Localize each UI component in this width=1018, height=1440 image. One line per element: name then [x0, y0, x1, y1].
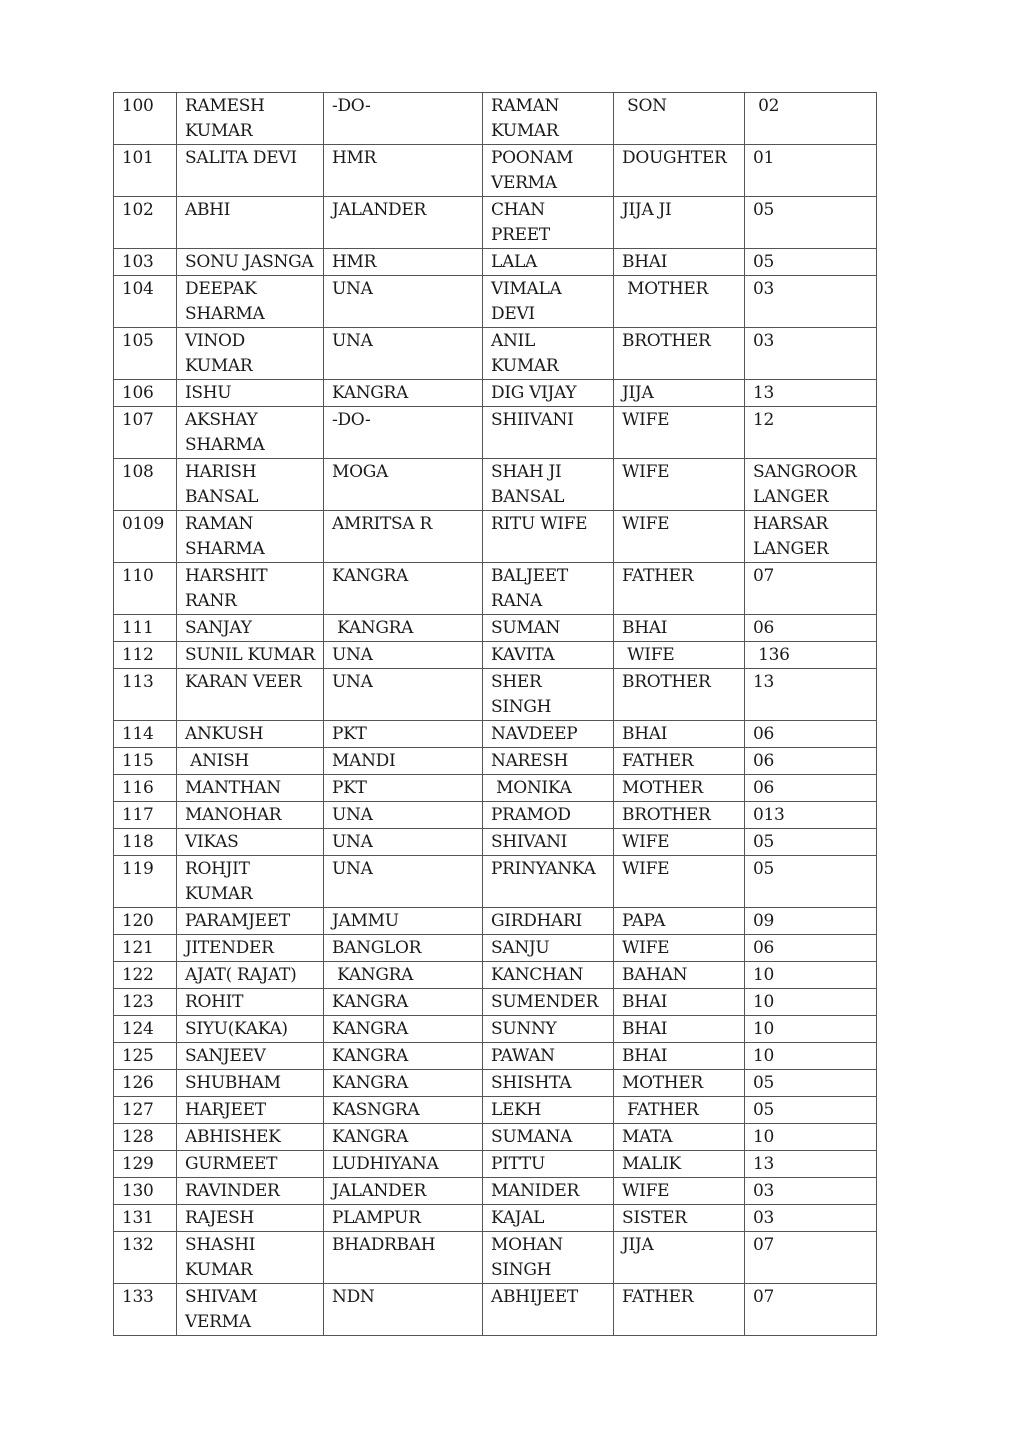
table-row [114, 511, 877, 563]
serial-no-cell: 103 [114, 249, 177, 276]
relation-cell: JIJA [614, 1232, 745, 1284]
relative-name-cell: LEKH [483, 1097, 614, 1124]
relative-name-cell: SUNNY [483, 1016, 614, 1043]
table-row [114, 563, 877, 615]
place-cell: JAMMU [324, 908, 483, 935]
count-cell: 013 [745, 802, 877, 829]
relative-name-cell: SANJU [483, 935, 614, 962]
place-cell: JALANDER [324, 1178, 483, 1205]
count-cell: 06 [745, 615, 877, 642]
relative-name-cell: PRINYANKA [483, 856, 614, 908]
relative-name-cell: CHAN PREET [483, 197, 614, 249]
place-cell: PLAMPUR [324, 1205, 483, 1232]
relative-name-cell: SHAH JI BANSAL [483, 459, 614, 511]
serial-no-cell: 110 [114, 563, 177, 615]
table-row [114, 1097, 877, 1124]
relation-cell: BROTHER [614, 328, 745, 380]
name-cell: AJAT( RAJAT) [177, 962, 324, 989]
table-row [114, 197, 877, 249]
table-row [114, 615, 877, 642]
serial-no-cell: 120 [114, 908, 177, 935]
place-cell: JALANDER [324, 197, 483, 249]
name-cell: RAMAN SHARMA [177, 511, 324, 563]
serial-no-cell: 133 [114, 1284, 177, 1336]
table-row [114, 748, 877, 775]
name-cell: RAJESH [177, 1205, 324, 1232]
place-cell: KANGRA [324, 615, 483, 642]
name-cell: VIKAS [177, 829, 324, 856]
place-cell: HMR [324, 249, 483, 276]
place-cell: KANGRA [324, 989, 483, 1016]
count-cell: 06 [745, 775, 877, 802]
place-cell: KANGRA [324, 1016, 483, 1043]
relation-cell: MOTHER [614, 276, 745, 328]
place-cell: -DO- [324, 407, 483, 459]
relation-cell: SON [614, 93, 745, 145]
relative-name-cell: SHIVANI [483, 829, 614, 856]
count-cell: 03 [745, 1205, 877, 1232]
serial-no-cell: 121 [114, 935, 177, 962]
place-cell: UNA [324, 829, 483, 856]
relation-cell: WIFE [614, 1178, 745, 1205]
name-cell: AKSHAY SHARMA [177, 407, 324, 459]
count-cell: 05 [745, 1070, 877, 1097]
count-cell: 13 [745, 380, 877, 407]
table-row [114, 856, 877, 908]
table-row [114, 1070, 877, 1097]
place-cell: KANGRA [324, 380, 483, 407]
count-cell: 10 [745, 1016, 877, 1043]
name-cell: GURMEET [177, 1151, 324, 1178]
name-cell: SANJEEV [177, 1043, 324, 1070]
name-cell: SONU JASNGA [177, 249, 324, 276]
table-row [114, 669, 877, 721]
place-cell: BANGLOR [324, 935, 483, 962]
relative-name-cell: ANIL KUMAR [483, 328, 614, 380]
relative-name-cell: KAJAL [483, 1205, 614, 1232]
count-cell: SANGROOR LANGER [745, 459, 877, 511]
name-cell: VINOD KUMAR [177, 328, 324, 380]
place-cell: HMR [324, 145, 483, 197]
table-row [114, 775, 877, 802]
count-cell: 05 [745, 856, 877, 908]
relation-cell: WIFE [614, 856, 745, 908]
serial-no-cell: 126 [114, 1070, 177, 1097]
relation-cell: BHAI [614, 989, 745, 1016]
relation-cell: MATA [614, 1124, 745, 1151]
serial-no-cell: 119 [114, 856, 177, 908]
place-cell: UNA [324, 642, 483, 669]
count-cell: 06 [745, 935, 877, 962]
relation-cell: WIFE [614, 829, 745, 856]
name-cell: SHASHI KUMAR [177, 1232, 324, 1284]
count-cell: 07 [745, 1232, 877, 1284]
serial-no-cell: 113 [114, 669, 177, 721]
relative-name-cell: PRAMOD [483, 802, 614, 829]
relation-cell: DOUGHTER [614, 145, 745, 197]
place-cell: KANGRA [324, 1070, 483, 1097]
name-cell: MANTHAN [177, 775, 324, 802]
relation-cell: BAHAN [614, 962, 745, 989]
count-cell: 10 [745, 962, 877, 989]
table-row [114, 642, 877, 669]
place-cell: KASNGRA [324, 1097, 483, 1124]
count-cell: 02 [745, 93, 877, 145]
count-cell: 01 [745, 145, 877, 197]
table-row [114, 407, 877, 459]
name-cell: ROHJIT KUMAR [177, 856, 324, 908]
relation-cell: BHAI [614, 1043, 745, 1070]
serial-no-cell: 124 [114, 1016, 177, 1043]
serial-no-cell: 105 [114, 328, 177, 380]
relative-name-cell: MOHAN SINGH [483, 1232, 614, 1284]
relation-cell: MALIK [614, 1151, 745, 1178]
table-row [114, 802, 877, 829]
count-cell: HARSAR LANGER [745, 511, 877, 563]
table-row [114, 276, 877, 328]
count-cell: 05 [745, 829, 877, 856]
relative-name-cell: NARESH [483, 748, 614, 775]
table-row [114, 459, 877, 511]
relative-name-cell: KAVITA [483, 642, 614, 669]
relation-cell: SISTER [614, 1205, 745, 1232]
relation-cell: BHAI [614, 249, 745, 276]
count-cell: 05 [745, 249, 877, 276]
relative-name-cell: PAWAN [483, 1043, 614, 1070]
place-cell: KANGRA [324, 563, 483, 615]
name-cell: ISHU [177, 380, 324, 407]
name-cell: RAVINDER [177, 1178, 324, 1205]
count-cell: 05 [745, 197, 877, 249]
relative-name-cell: SHER SINGH [483, 669, 614, 721]
name-cell: ANISH [177, 748, 324, 775]
serial-no-cell: 125 [114, 1043, 177, 1070]
serial-no-cell: 112 [114, 642, 177, 669]
count-cell: 05 [745, 1097, 877, 1124]
place-cell: UNA [324, 669, 483, 721]
serial-no-cell: 127 [114, 1097, 177, 1124]
place-cell: KANGRA [324, 1124, 483, 1151]
place-cell: MANDI [324, 748, 483, 775]
count-cell: 06 [745, 748, 877, 775]
roster-table-body [114, 93, 877, 1336]
place-cell: PKT [324, 721, 483, 748]
serial-no-cell: 117 [114, 802, 177, 829]
table-row [114, 93, 877, 145]
relation-cell: WIFE [614, 459, 745, 511]
place-cell: AMRITSA R [324, 511, 483, 563]
relative-name-cell: PITTU [483, 1151, 614, 1178]
relation-cell: BHAI [614, 1016, 745, 1043]
name-cell: SIYU(KAKA) [177, 1016, 324, 1043]
table-row [114, 908, 877, 935]
relative-name-cell: KANCHAN [483, 962, 614, 989]
table-row [114, 935, 877, 962]
count-cell: 13 [745, 1151, 877, 1178]
serial-no-cell: 115 [114, 748, 177, 775]
count-cell: 10 [745, 989, 877, 1016]
count-cell: 06 [745, 721, 877, 748]
name-cell: ANKUSH [177, 721, 324, 748]
name-cell: DEEPAK SHARMA [177, 276, 324, 328]
relative-name-cell: MANIDER [483, 1178, 614, 1205]
table-row [114, 380, 877, 407]
name-cell: SALITA DEVI [177, 145, 324, 197]
count-cell: 09 [745, 908, 877, 935]
relation-cell: PAPA [614, 908, 745, 935]
relation-cell: JIJA JI [614, 197, 745, 249]
count-cell: 12 [745, 407, 877, 459]
serial-no-cell: 102 [114, 197, 177, 249]
table-row [114, 829, 877, 856]
count-cell: 07 [745, 563, 877, 615]
relative-name-cell: SUMENDER [483, 989, 614, 1016]
serial-no-cell: 116 [114, 775, 177, 802]
serial-no-cell: 101 [114, 145, 177, 197]
relation-cell: MOTHER [614, 775, 745, 802]
serial-no-cell: 122 [114, 962, 177, 989]
place-cell: -DO- [324, 93, 483, 145]
relation-cell: MOTHER [614, 1070, 745, 1097]
relation-cell: WIFE [614, 642, 745, 669]
table-row [114, 1232, 877, 1284]
serial-no-cell: 104 [114, 276, 177, 328]
relation-cell: BHAI [614, 721, 745, 748]
serial-no-cell: 0109 [114, 511, 177, 563]
relative-name-cell: VIMALA DEVI [483, 276, 614, 328]
table-row [114, 1151, 877, 1178]
name-cell: SHUBHAM [177, 1070, 324, 1097]
table-row [114, 1178, 877, 1205]
relation-cell: WIFE [614, 511, 745, 563]
serial-no-cell: 128 [114, 1124, 177, 1151]
table-row [114, 721, 877, 748]
serial-no-cell: 108 [114, 459, 177, 511]
relation-cell: JIJA [614, 380, 745, 407]
table-row [114, 962, 877, 989]
place-cell: UNA [324, 276, 483, 328]
name-cell: MANOHAR [177, 802, 324, 829]
name-cell: ROHIT [177, 989, 324, 1016]
relation-cell: FATHER [614, 1097, 745, 1124]
relation-cell: WIFE [614, 935, 745, 962]
place-cell: UNA [324, 856, 483, 908]
table-row [114, 1284, 877, 1336]
serial-no-cell: 118 [114, 829, 177, 856]
roster-table [113, 92, 877, 1336]
table-row [114, 249, 877, 276]
relative-name-cell: DIG VIJAY [483, 380, 614, 407]
serial-no-cell: 100 [114, 93, 177, 145]
relative-name-cell: SUMAN [483, 615, 614, 642]
name-cell: HARISH BANSAL [177, 459, 324, 511]
relative-name-cell: SHIIVANI [483, 407, 614, 459]
place-cell: UNA [324, 328, 483, 380]
table-row [114, 989, 877, 1016]
relative-name-cell: LALA [483, 249, 614, 276]
relation-cell: BROTHER [614, 802, 745, 829]
table-row [114, 1205, 877, 1232]
relation-cell: FATHER [614, 748, 745, 775]
name-cell: SHIVAM VERMA [177, 1284, 324, 1336]
relation-cell: FATHER [614, 563, 745, 615]
count-cell: 03 [745, 1178, 877, 1205]
serial-no-cell: 114 [114, 721, 177, 748]
relative-name-cell: ABHIJEET [483, 1284, 614, 1336]
count-cell: 13 [745, 669, 877, 721]
serial-no-cell: 131 [114, 1205, 177, 1232]
count-cell: 10 [745, 1043, 877, 1070]
name-cell: HARJEET [177, 1097, 324, 1124]
table-row [114, 1016, 877, 1043]
count-cell: 07 [745, 1284, 877, 1336]
serial-no-cell: 129 [114, 1151, 177, 1178]
place-cell: KANGRA [324, 962, 483, 989]
place-cell: MOGA [324, 459, 483, 511]
name-cell: RAMESH KUMAR [177, 93, 324, 145]
place-cell: BHADRBAH [324, 1232, 483, 1284]
name-cell: ABHISHEK [177, 1124, 324, 1151]
table-row [114, 328, 877, 380]
place-cell: NDN [324, 1284, 483, 1336]
relative-name-cell: GIRDHARI [483, 908, 614, 935]
count-cell: 03 [745, 276, 877, 328]
place-cell: UNA [324, 802, 483, 829]
name-cell: PARAMJEET [177, 908, 324, 935]
relative-name-cell: SUMANA [483, 1124, 614, 1151]
name-cell: ABHI [177, 197, 324, 249]
name-cell: JITENDER [177, 935, 324, 962]
serial-no-cell: 111 [114, 615, 177, 642]
name-cell: HARSHIT RANR [177, 563, 324, 615]
relative-name-cell: NAVDEEP [483, 721, 614, 748]
serial-no-cell: 106 [114, 380, 177, 407]
serial-no-cell: 107 [114, 407, 177, 459]
table-row [114, 1124, 877, 1151]
name-cell: SUNIL KUMAR [177, 642, 324, 669]
relative-name-cell: RITU WIFE [483, 511, 614, 563]
serial-no-cell: 123 [114, 989, 177, 1016]
count-cell: 136 [745, 642, 877, 669]
count-cell: 10 [745, 1124, 877, 1151]
relative-name-cell: RAMAN KUMAR [483, 93, 614, 145]
relation-cell: BROTHER [614, 669, 745, 721]
relation-cell: WIFE [614, 407, 745, 459]
relative-name-cell: MONIKA [483, 775, 614, 802]
relative-name-cell: BALJEET RANA [483, 563, 614, 615]
name-cell: KARAN VEER [177, 669, 324, 721]
count-cell: 03 [745, 328, 877, 380]
table-row [114, 145, 877, 197]
serial-no-cell: 132 [114, 1232, 177, 1284]
place-cell: LUDHIYANA [324, 1151, 483, 1178]
place-cell: KANGRA [324, 1043, 483, 1070]
serial-no-cell: 130 [114, 1178, 177, 1205]
relation-cell: BHAI [614, 615, 745, 642]
relative-name-cell: POONAM VERMA [483, 145, 614, 197]
relation-cell: FATHER [614, 1284, 745, 1336]
name-cell: SANJAY [177, 615, 324, 642]
place-cell: PKT [324, 775, 483, 802]
relative-name-cell: SHISHTA [483, 1070, 614, 1097]
table-row [114, 1043, 877, 1070]
